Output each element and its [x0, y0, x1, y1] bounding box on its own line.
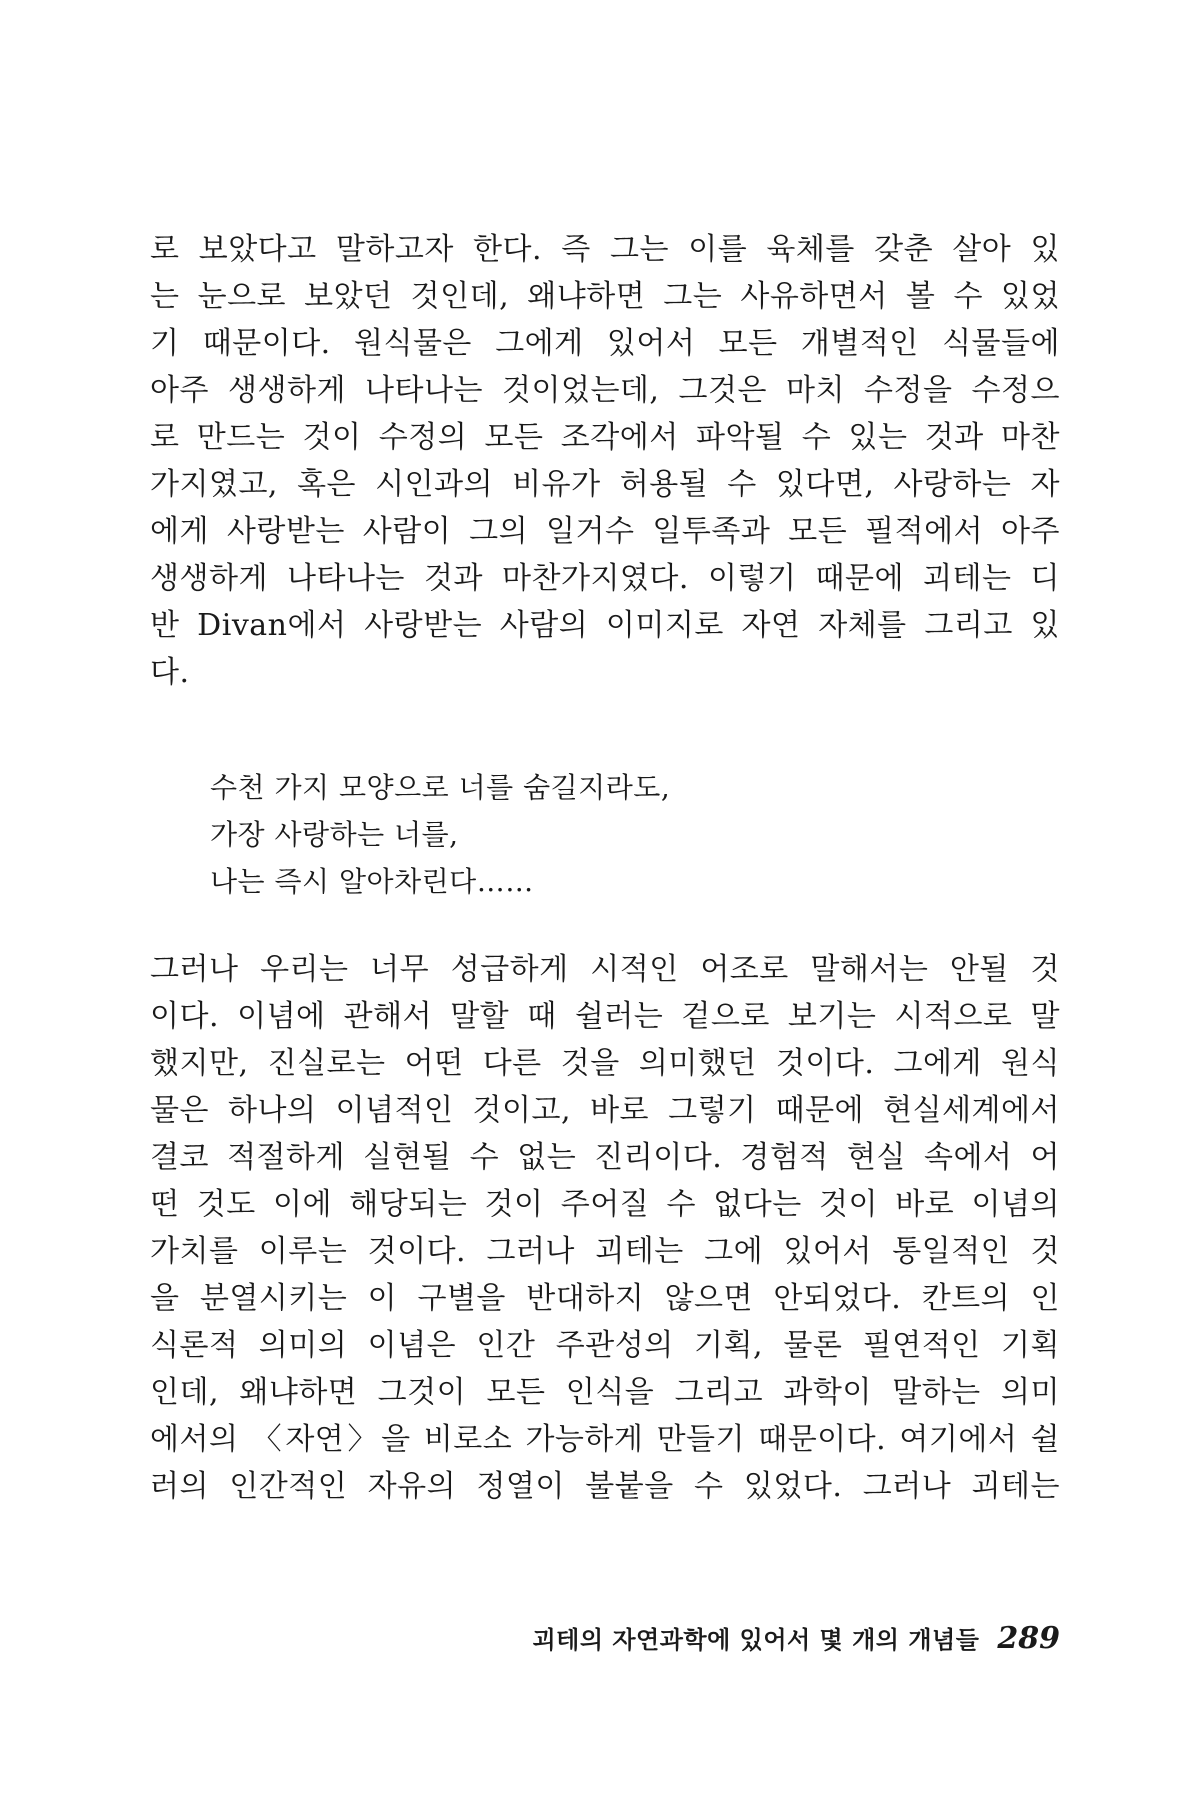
text-line: 을 분열시키는 이 구별을 반대하지 않으면 안되었다. 칸트의 인 [150, 1281, 1060, 1316]
text-line: 그러나 우리는 너무 성급하게 시적인 어조로 말해서는 안될 것 [150, 952, 1060, 987]
text-line: 이다. 이념에 관해서 말할 때 쉴러는 겉으로 보기는 시적으로 말 [150, 999, 1060, 1034]
poem-line: 나는 즉시 알아차린다…… [210, 865, 534, 898]
text-line: 물은 하나의 이념적인 것이고, 바로 그렇기 때문에 현실세계에서 [150, 1093, 1060, 1128]
text-line: 로 만드는 것이 수정의 모든 조각에서 파악될 수 있는 것과 마찬 [150, 420, 1060, 455]
running-title: 괴테의 자연과학에 있어서 몇 개의 개념들 [532, 1626, 980, 1654]
text-line: 에서의 〈자연〉을 비로소 가능하게 만들기 때문이다. 여기에서 쉴 [150, 1422, 1060, 1457]
text-line: 식론적 의미의 이념은 인간 주관성의 기획, 물론 필연적인 기획 [150, 1328, 1060, 1363]
text-line: 했지만, 진실로는 어떤 다른 것을 의미했던 것이다. 그에게 원식 [150, 1046, 1060, 1081]
page-footer [420, 1620, 1060, 1660]
text-line: 기 때문이다. 원식물은 그에게 있어서 모든 개별적인 식물들에 [150, 326, 1060, 361]
poem-line: 수천 가지 모양으로 너를 숨길지라도, [210, 771, 671, 804]
poem-line: 가장 사랑하는 너를, [210, 818, 459, 851]
text-line: 는 눈으로 보았던 것인데, 왜냐하면 그는 사유하면서 볼 수 있었 [150, 279, 1060, 314]
text-line: 떤 것도 이에 해당되는 것이 주어질 수 없다는 것이 바로 이념의 [150, 1187, 1060, 1222]
text-line: 결코 적절하게 실현될 수 없는 진리이다. 경험적 현실 속에서 어 [150, 1140, 1060, 1175]
text-line: 아주 생생하게 나타나는 것이었는데, 그것은 마치 수정을 수정으 [150, 373, 1060, 408]
poem-quote [210, 764, 670, 905]
text-line: 반 Divan에서 사랑받는 사람의 이미지로 자연 자체를 그리고 있 [150, 608, 1060, 643]
text-line: 가치를 이루는 것이다. 그러나 괴테는 그에 있어서 통일적인 것 [150, 1234, 1060, 1269]
text-line: 러의 인간적인 자유의 정열이 불붙을 수 있었다. 그러나 괴테는 [150, 1469, 1060, 1504]
paragraph-2 [150, 946, 1060, 1510]
text-line: 생생하게 나타나는 것과 마찬가지였다. 이렇기 때문에 괴테는 디 [150, 561, 1060, 596]
text-line: 가지였고, 혹은 시인과의 비유가 허용될 수 있다면, 사랑하는 자 [150, 467, 1060, 502]
paragraph-1 [150, 226, 1060, 696]
page-number: 289 [997, 1621, 1060, 1656]
text-line: 다. [150, 655, 190, 690]
text-line: 인데, 왜냐하면 그것이 모든 인식을 그리고 과학이 말하는 의미 [150, 1375, 1060, 1410]
text-line: 로 보았다고 말하고자 한다. 즉 그는 이를 육체를 갖춘 살아 있 [150, 232, 1060, 267]
text-line: 에게 사랑받는 사람이 그의 일거수 일투족과 모든 필적에서 아주 [150, 514, 1060, 549]
